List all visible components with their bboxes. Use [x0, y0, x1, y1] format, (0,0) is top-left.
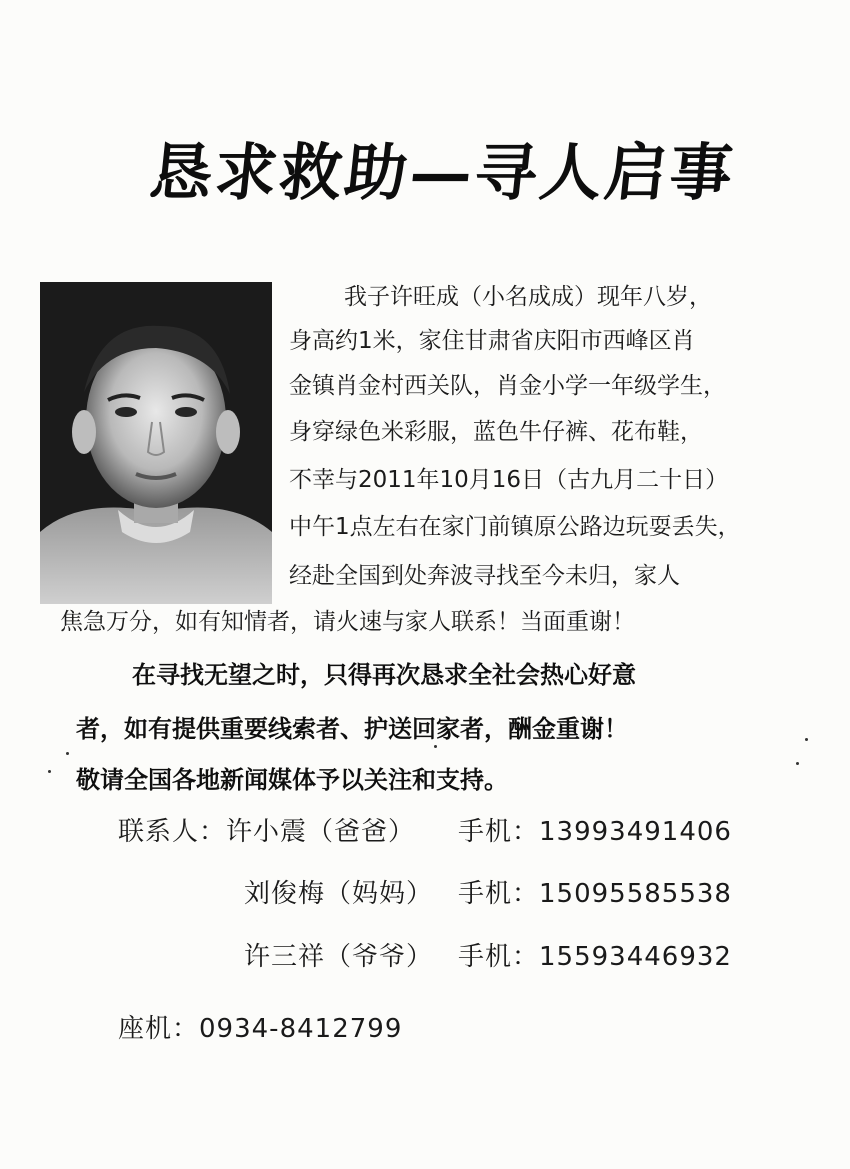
- notice-line: 我子许旺成（小名成成）现年八岁，: [344, 284, 712, 310]
- phone-number: 13993491406: [539, 817, 732, 847]
- notice-line: 身高约1米，家住甘肃省庆阳市西峰区肖: [289, 328, 695, 354]
- phone-label: 手机：: [458, 817, 540, 847]
- landline-row: [118, 1012, 402, 1046]
- notice-line: 金镇肖金村西关队，肖金小学一年级学生，: [289, 373, 726, 399]
- phone-label: 手机：: [458, 879, 540, 909]
- child-photo: [40, 282, 272, 604]
- contacts-label: 联系人：: [118, 817, 227, 847]
- print-speck: [434, 745, 437, 748]
- notice-line: 不幸与2011年10月16日（古九月二十日）: [289, 467, 729, 493]
- notice-title: 恳求救助—寻人启事: [146, 136, 739, 209]
- landline-label: 座机：: [118, 1014, 200, 1044]
- contact-name: 刘俊梅（妈妈）: [244, 879, 434, 909]
- notice-line: 经赴全国到处奔波寻找至今未归，家人: [289, 563, 680, 589]
- phone-number: 15095585538: [539, 879, 732, 909]
- notice-line: 焦急万分，如有知情者，请火速与家人联系！当面重谢！: [60, 609, 635, 635]
- appeal-line: 敬请全国各地新闻媒体予以关注和支持。: [76, 766, 508, 794]
- phone-number: 15593446932: [539, 942, 732, 972]
- contact-phone-row: [458, 940, 732, 974]
- appeal-line: 在寻找无望之时，只得再次恳求全社会热心好意: [132, 661, 636, 689]
- notice-line: 中午1点左右在家门前镇原公路边玩耍丢失，: [289, 514, 741, 540]
- contact-phone-row: [458, 815, 732, 849]
- appeal-line: 者，如有提供重要线索者、护送回家者，酬金重谢！: [76, 715, 628, 743]
- landline-number: 0934-8412799: [199, 1014, 403, 1044]
- print-speck: [796, 762, 799, 765]
- contact-row: [118, 815, 415, 849]
- child-portrait-image: [40, 282, 272, 604]
- contact-name: 许三祥（爷爷）: [244, 942, 434, 972]
- contact-name: 许小震（爸爸）: [226, 817, 416, 847]
- contact-phone-row: [458, 877, 732, 911]
- phone-label: 手机：: [458, 942, 540, 972]
- print-speck: [805, 738, 808, 741]
- print-speck: [48, 770, 51, 773]
- notice-line: 身穿绿色米彩服，蓝色牛仔裤、花布鞋，: [289, 419, 703, 445]
- print-speck: [66, 752, 69, 755]
